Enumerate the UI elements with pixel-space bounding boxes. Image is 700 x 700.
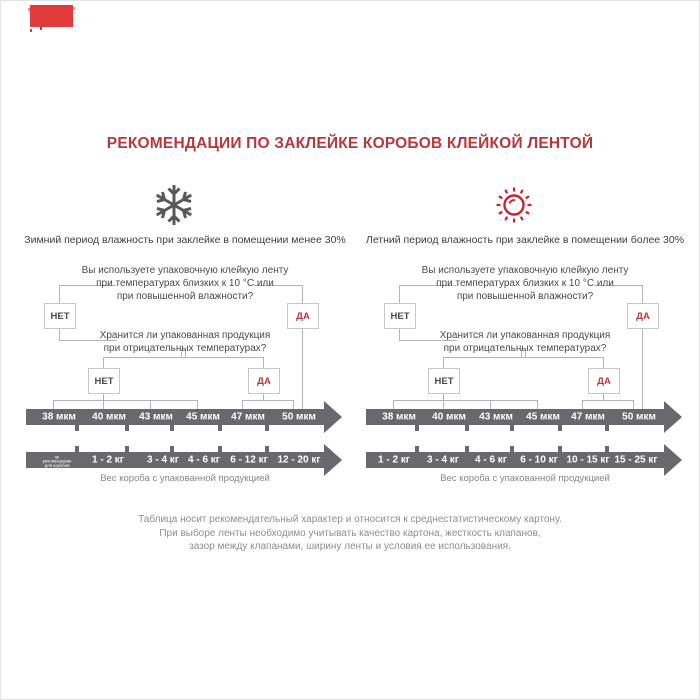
connector-line — [443, 357, 444, 368]
connector-line — [150, 400, 151, 409]
tick-mark — [170, 425, 174, 431]
weight-arrow — [366, 452, 664, 468]
connector-line — [103, 357, 263, 358]
micron-label: 40 мкм — [92, 411, 126, 423]
logo-badge — [30, 5, 73, 27]
note-line: для коробов — [44, 464, 70, 469]
question-2-line: Хранится ли упакованная продукция — [99, 330, 271, 341]
weight-arrow — [26, 452, 324, 468]
micron-label: 47 мкм — [571, 411, 605, 423]
weight-label: 1 - 2 кг — [92, 454, 124, 466]
connector-line — [242, 400, 293, 401]
tick-mark — [218, 425, 222, 431]
micron-label: 45 мкм — [526, 411, 560, 423]
question-1-line: при повышенной влажности? — [456, 291, 594, 302]
weight-label: 4 - 6 кг — [188, 454, 220, 466]
connector-line — [603, 357, 604, 368]
answer-no-box: НЕТ — [44, 303, 76, 329]
micron-arrow — [366, 409, 664, 425]
micron-label: 47 мкм — [231, 411, 265, 423]
connector-line — [103, 357, 104, 368]
connector-line — [53, 400, 54, 409]
answer-yes-box: ДА — [287, 303, 319, 329]
snowflake-icon — [151, 182, 197, 228]
weight-caption: Вес короба с упакованной продукцией — [100, 473, 270, 484]
connector-line — [293, 400, 294, 409]
weight-label: 15 - 25 кг — [614, 454, 658, 466]
weight-label: 6 - 12 кг — [230, 454, 268, 466]
tick-mark — [465, 425, 469, 431]
disclaimer — [0, 513, 700, 554]
answer-yes-box: ДА — [627, 303, 659, 329]
question-1-line: при температурах близких к 10 °С или — [436, 278, 614, 289]
weight-label: 12 - 20 кг — [277, 454, 321, 466]
micron-label: 50 мкм — [282, 411, 316, 423]
question-1-line: Вы используете упаковочную клейкую ленту — [421, 265, 629, 276]
micron-label: 38 мкм — [382, 411, 416, 423]
weight-label: 3 - 4 кг — [427, 454, 459, 466]
weight-label: 1 - 2 кг — [378, 454, 410, 466]
disclaimer-line: Таблица носит рекомендательный характер и относится к среднестатистическому картону. — [138, 514, 562, 525]
weight-label: 3 - 4 кг — [147, 454, 179, 466]
tick-mark — [125, 425, 129, 431]
question-1-line: Вы используете упаковочную клейкую ленту — [81, 265, 289, 276]
answer-no-box: НЕТ — [88, 368, 120, 394]
summer-period-text: Летний период влажность при заклейке в помещении более 30% — [365, 234, 685, 246]
micron-label: 43 мкм — [479, 411, 513, 423]
micron-label: 40 мкм — [432, 411, 466, 423]
connector-line — [633, 400, 634, 409]
connector-line — [197, 400, 198, 409]
sun-icon — [491, 182, 537, 228]
question-2-line: Хранится ли упакованная продукция — [439, 330, 611, 341]
question-1-line: при повышенной влажности? — [116, 291, 254, 302]
winter-period-text: Зимний период влажность при заклейке в помещении менее 30% — [24, 234, 346, 246]
arrowhead-icon — [664, 444, 682, 476]
micron-label: 45 мкм — [186, 411, 220, 423]
summer-flowchart — [360, 255, 690, 492]
weight-label: 6 - 10 кг — [520, 454, 558, 466]
tick-mark — [265, 425, 269, 431]
tick-mark — [605, 425, 609, 431]
weight-caption: Вес короба с упакованной продукцией — [440, 473, 610, 484]
connector-line — [443, 357, 603, 358]
disclaimer-line: зазор между клапанами, ширину ленты и условия ее использования. — [189, 541, 511, 552]
question-1 — [20, 264, 350, 303]
winter-flowchart — [20, 255, 350, 492]
tick-mark — [510, 425, 514, 431]
tick-mark — [75, 425, 79, 431]
connector-line — [393, 400, 537, 401]
question-2 — [20, 329, 350, 355]
connector-line — [537, 400, 538, 409]
answer-no-box: НЕТ — [428, 368, 460, 394]
note-line: не рекомендован — [42, 455, 72, 465]
not-recommended-note — [40, 456, 73, 469]
arrowhead-icon — [324, 444, 342, 476]
tick-mark — [415, 425, 419, 431]
arrowhead-icon — [664, 401, 682, 433]
micron-label: 38 мкм — [42, 411, 76, 423]
question-2 — [360, 329, 690, 355]
answer-no-box: НЕТ — [384, 303, 416, 329]
arrowhead-icon — [324, 401, 342, 433]
tick-mark — [558, 425, 562, 431]
answer-yes-box: ДА — [588, 368, 620, 394]
connector-line — [263, 357, 264, 368]
micron-label: 43 мкм — [139, 411, 173, 423]
connector-line — [582, 400, 633, 401]
weight-label: 10 - 15 кг — [566, 454, 610, 466]
question-1-line: при температурах близких к 10 °С или — [96, 278, 274, 289]
connector-line — [53, 400, 197, 401]
page-title: РЕКОМЕНДАЦИИ ПО ЗАКЛЕЙКЕ КОРОБОВ КЛЕЙКОЙ ЛЕНТОЙ — [106, 135, 594, 152]
winter-section — [20, 180, 350, 492]
question-2-line: при отрицательных температурах? — [103, 343, 267, 354]
disclaimer-line: При выборе ленты необходимо учитывать качество картона, жесткость клапанов, — [159, 527, 541, 539]
micron-arrow — [26, 409, 324, 425]
summer-section — [360, 180, 690, 492]
connector-line — [490, 400, 491, 409]
connector-line — [393, 400, 394, 409]
question-2-line: при отрицательных температурах? — [443, 343, 607, 354]
question-1 — [360, 264, 690, 303]
weight-label: 4 - 6 кг — [475, 454, 507, 466]
connector-line — [242, 400, 243, 409]
connector-line — [582, 400, 583, 409]
answer-yes-box: ДА — [248, 368, 280, 394]
micron-label: 50 мкм — [622, 411, 656, 423]
